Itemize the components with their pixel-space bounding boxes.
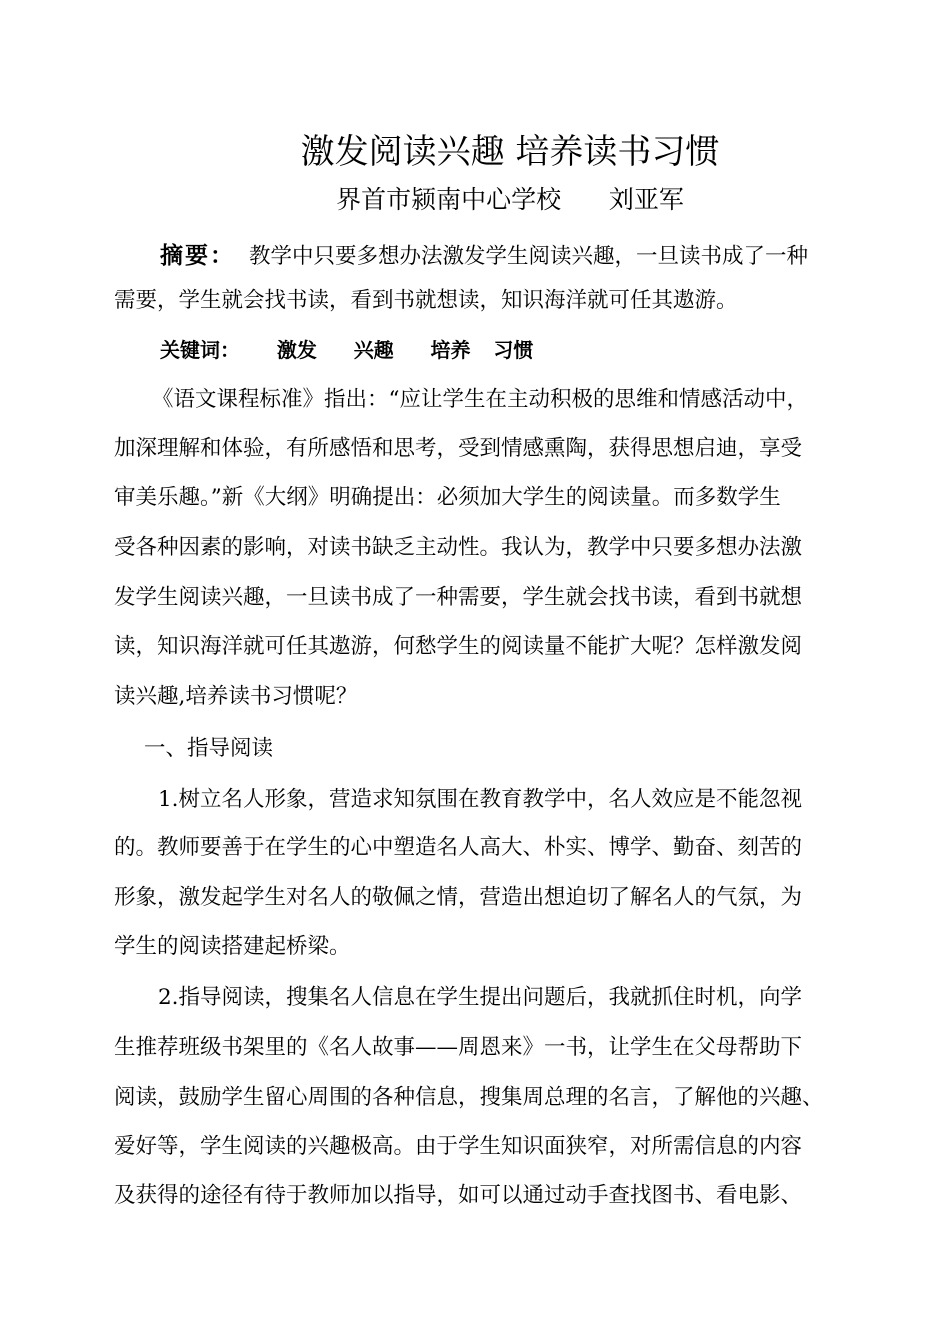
paragraph-3-line-5: 及获得的途径有待于教师加以指导，如可以通过动手查找图书、看电影、	[114, 1183, 803, 1208]
paragraph-1-line-6: 读，知识海洋就可任其遨游，何愁学生的阅读量不能扩大呢？怎样激发阅	[114, 634, 803, 659]
paragraph-1-line-2: 加深理解和体验，有所感悟和思考，受到情感熏陶，获得思想启迪，享受	[114, 436, 803, 461]
document-title: 激发阅读兴趣 培养读书习惯	[300, 132, 720, 172]
section-heading-1: 一、指导阅读	[144, 736, 274, 761]
keyword-2: 兴趣	[353, 338, 394, 362]
paragraph-1-line-4: 受各种因素的影响，对读书缺乏主动性。我认为，教学中只要多想办法激	[114, 535, 803, 560]
paragraph-1-line-1: 《语文课程标准》指出：“应让学生在主动积极的思维和情感活动中，	[152, 387, 808, 412]
paragraph-2-line-4: 学生的阅读搭建起桥梁。	[114, 934, 351, 959]
paragraph-1-line-3: 审美乐趣。”新《大纲》明确提出：必须加大学生的阅读量。而多数学生	[114, 485, 781, 510]
abstract-line-1	[160, 238, 808, 275]
author-line: 界首市颍南中心学校 刘亚军	[336, 185, 684, 214]
paragraph-1-line-5: 发学生阅读兴趣，一旦读书成了一种需要，学生就会找书读，看到书就想	[114, 585, 803, 610]
paragraph-2-line-3: 形象，激发起学生对名人的敬佩之情，营造出想迫切了解名人的气氛，为	[114, 885, 803, 910]
keyword-3: 培养	[430, 338, 471, 362]
paragraph-3-line-2: 生推荐班级书架里的《名人故事——周恩来》一书，让学生在父母帮助下	[114, 1035, 803, 1060]
keywords-line	[160, 332, 533, 369]
paragraph-3-line-3: 阅读，鼓励学生留心周围的各种信息，搜集周总理的名言，了解他的兴趣、	[114, 1085, 824, 1110]
abstract-line-2: 需要，学生就会找书读，看到书就想读，知识海洋就可任其遨游。	[114, 288, 738, 313]
keywords-label: 关键词：	[160, 338, 240, 362]
abstract-text-1: 教学中只要多想办法激发学生阅读兴趣，一旦读书成了一种	[249, 244, 809, 269]
paragraph-1-line-7: 读兴趣,培养读书习惯呢？	[114, 684, 358, 709]
paragraph-3-line-1: 2.指导阅读，搜集名人信息在学生提出问题后，我就抓住时机，向学	[158, 985, 803, 1010]
abstract-label: 摘要：	[160, 243, 235, 269]
paragraph-3-line-4: 爱好等，学生阅读的兴趣极高。由于学生知识面狭窄，对所需信息的内容	[114, 1134, 803, 1159]
paragraph-2-line-2: 的。教师要善于在学生的心中塑造名人高大、朴实、博学、勤奋、刻苦的	[114, 835, 803, 860]
keyword-4: 习惯	[493, 338, 534, 362]
keyword-1: 激发	[276, 338, 317, 362]
paragraph-2-line-1: 1.树立名人形象，营造求知氛围在教育教学中，名人效应是不能忽视	[158, 787, 803, 812]
